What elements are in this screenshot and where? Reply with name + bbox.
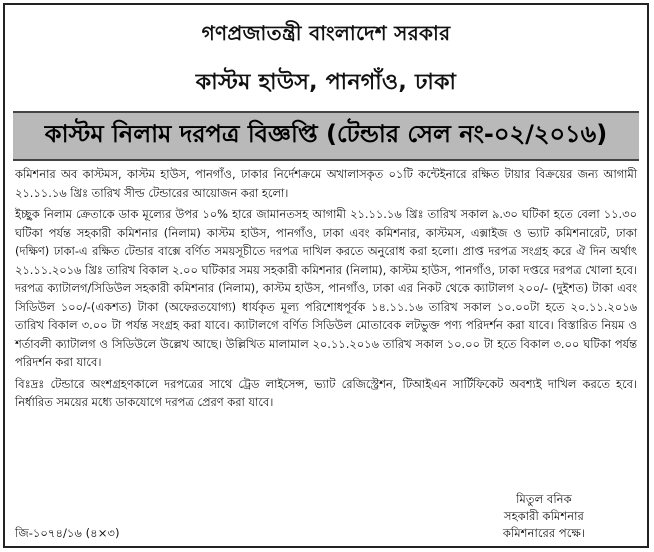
office-heading: কাস্টম হাউস, পানগাঁও, ঢাকা [195,70,457,95]
signatory-designation: সহকারী কমিশনার [503,509,584,523]
notice-body [15,165,637,415]
reference-number: জি-১০৭৪/১৬ (৪×৩) [15,526,120,540]
paragraph-intro: কমিশনার অব কাস্টমস, কাস্টম হাউস, পানগাঁও, ঢাকার নির্দেশক্রমে অখালাসকৃত ০১টি কন্টেইনারে রক্ষিত টায়ার বিক্রয়ের জন্য আগামী ২১.১১.১৬ খ্রিঃ তারিখ সীল্ড টেন্ডারের আয়োজন করা হলো। [15,167,637,200]
title-banner [13,111,639,161]
signatory-name: মিতুল বনিক [516,492,572,506]
government-heading: গণপ্রজাতন্ত্রী বাংলাদেশ সরকার [201,21,451,45]
signature-block [503,491,585,542]
tender-notice [3,3,649,548]
signatory-on-behalf: কমিশনারের পক্ষে। [502,526,585,540]
notice-title: কাস্টম নিলাম দরপত্র বিজ্ঞপ্তি (টেন্ডার সেল নং-০২/২০১৬) [44,120,608,148]
paragraph-note: বিঃদ্রঃ টেন্ডারে অংশগ্রহণকালে দরপত্রের সাথে ট্রেড লাইসেন্স, ভ্যাট রেজিস্ট্রেশন, টিআইএন সার্টিফিকেট অবশ্যই দাখিল করতে হবে। নির্ধারিত সময়ের মধ্যে ডাকযোগে দরপত্র প্রেরণ করা যাবে। [15,376,637,409]
paragraph-instructions: ইচ্ছুক নিলাম ক্রেতাকে ডাক মূল্যের উপর ১০% হারে জামানতসহ আগামী ২১.১১.১৬ খ্রিঃ তারিখ সকাল ৯.৩০ ঘটিকা হতে বেলা ১১.৩০ ঘটিকা পর্যন্ত সহকারী কমিশনার (নিলাম) কাস্টম হাউস, পানগাঁও, ঢাকা এবং কমিশনার, কাস্টমস, এক্সাইজ ও ভ্যাট কমিশনারেট, ঢাকা (দক্ষিণ) ঢাকা-এ রক্ষিত টেন্ডার বাক্সে বর্ণিত সময়সূচীতে দরপত্র দাখিল করতে অনুরোধ করা হলো। প্রাপ্ত দরপত্র সংগ্রহ করে ঐ দিন অর্থাৎ ২১.১১.২০১৬ খ্রিঃ তারিখ বিকাল ২.০০ ঘটিকার সময় সহকারী কমিশনার (নিলাম), কাস্টম হাউস, পানগাঁও, ঢাকা দপ্তরে দরপত্র খোলা হবে। দরপত্র ক্যাটালগ/সিডিউল সহকারী কমিশনার (নিলাম), কাস্টম হাউস, পানগাঁও, ঢাকা এর নিকট থেকে ক্যাটালগ ২০০/- (দুইশত) টাকা এবং সিডিউল ১০০/-(একশত) টাকা (অফেরতযোগ্য) ধার্যকৃত মূল্য পরিশোধপূর্বক ১৪.১১.১৬ তারিখ সকাল ১০.০০টা হতে ২০.১১.২০১৬ তারিখ বিকাল ৩.০০ টা পর্যন্ত সংগ্রহ করা যাবে। ক্যাটালগে বর্ণিত সিডিউল মোতাবেক লটভুক্ত পণ্য পরিদর্শন করা যাবে। বিস্তারিত নিয়ম ও শর্তাবলী ক্যাটালগ ও সিডিউলে উল্লেখ আছে। উল্লিখিত মালামাল ২০.১১.২০১৬ তারিখ সকাল ১০.০০ টা হতে বিকাল ৩.০০ ঘটিকা পর্যন্ত পরিদর্শন করা যাবে। [15,207,637,369]
